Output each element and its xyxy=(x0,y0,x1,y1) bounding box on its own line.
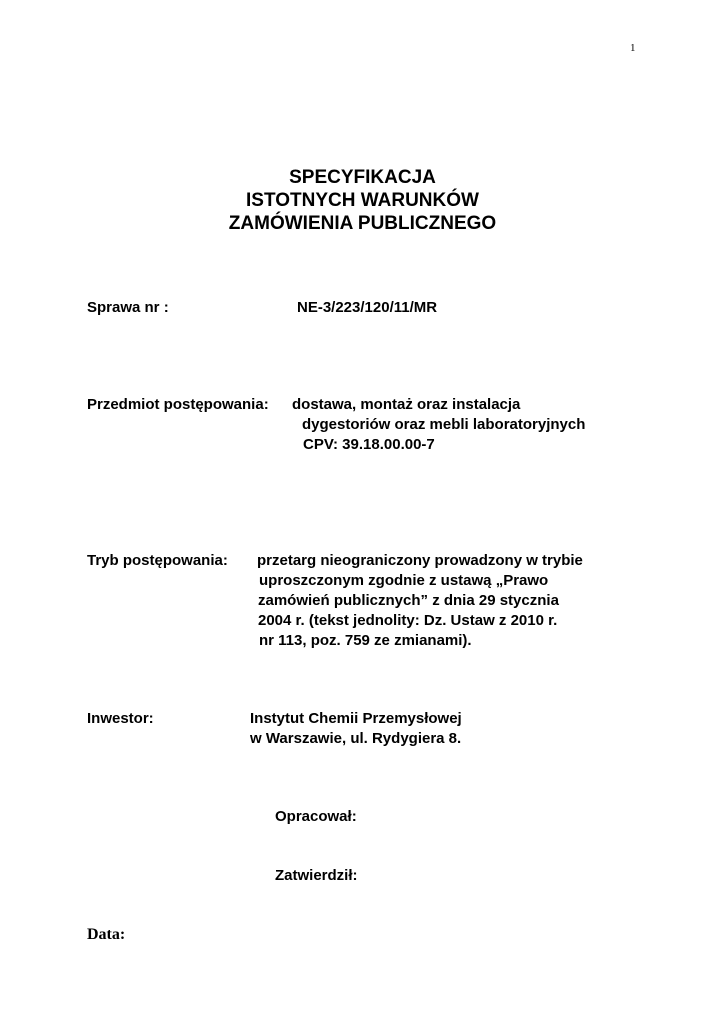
procedure-line: uproszczonym zgodnie z ustawą „Prawo xyxy=(259,572,549,589)
subject-line: CPV: 39.18.00.00-7 xyxy=(303,436,435,453)
investor-label: Inwestor: xyxy=(87,710,154,727)
case-number-value: NE-3/223/120/11/MR xyxy=(297,299,438,316)
date-label: Data: xyxy=(87,926,126,943)
subject-line: dostawa, montaż oraz instalacja xyxy=(292,396,521,413)
procedure-label: Tryb postępowania: xyxy=(87,552,228,569)
subject-value xyxy=(292,395,585,455)
procedure-line: przetarg nieograniczony prowadzony w trybie xyxy=(257,552,583,569)
subject-line: dygestoriów oraz mebli laboratoryjnych xyxy=(302,416,586,433)
investor-value xyxy=(250,709,462,749)
procedure-line: 2004 r. (tekst jednolity: Dz. Ustaw z 2010 r. xyxy=(258,612,558,629)
investor-line: Instytut Chemii Przemysłowej xyxy=(250,710,462,727)
procedure-value xyxy=(257,551,583,651)
subject-label: Przedmiot postępowania: xyxy=(87,396,269,413)
case-number-label: Sprawa nr : xyxy=(87,299,169,316)
procedure-line: zamówień publicznych” z dnia 29 stycznia xyxy=(258,592,559,609)
document-title xyxy=(0,166,725,235)
procedure-line: nr 113, poz. 759 ze zmianami). xyxy=(259,632,472,649)
title-line-3: ZAMÓWIENIA PUBLICZNEGO xyxy=(228,213,497,234)
investor-line: w Warszawie, ul. Rydygiera 8. xyxy=(250,730,462,747)
approved-by-label: Zatwierdził: xyxy=(275,867,358,884)
title-line-2: ISTOTNYCH WARUNKÓW xyxy=(246,190,479,211)
page-number: 1 xyxy=(630,42,636,54)
title-line-1: SPECYFIKACJA xyxy=(289,167,436,188)
prepared-by-label: Opracował: xyxy=(275,808,357,825)
